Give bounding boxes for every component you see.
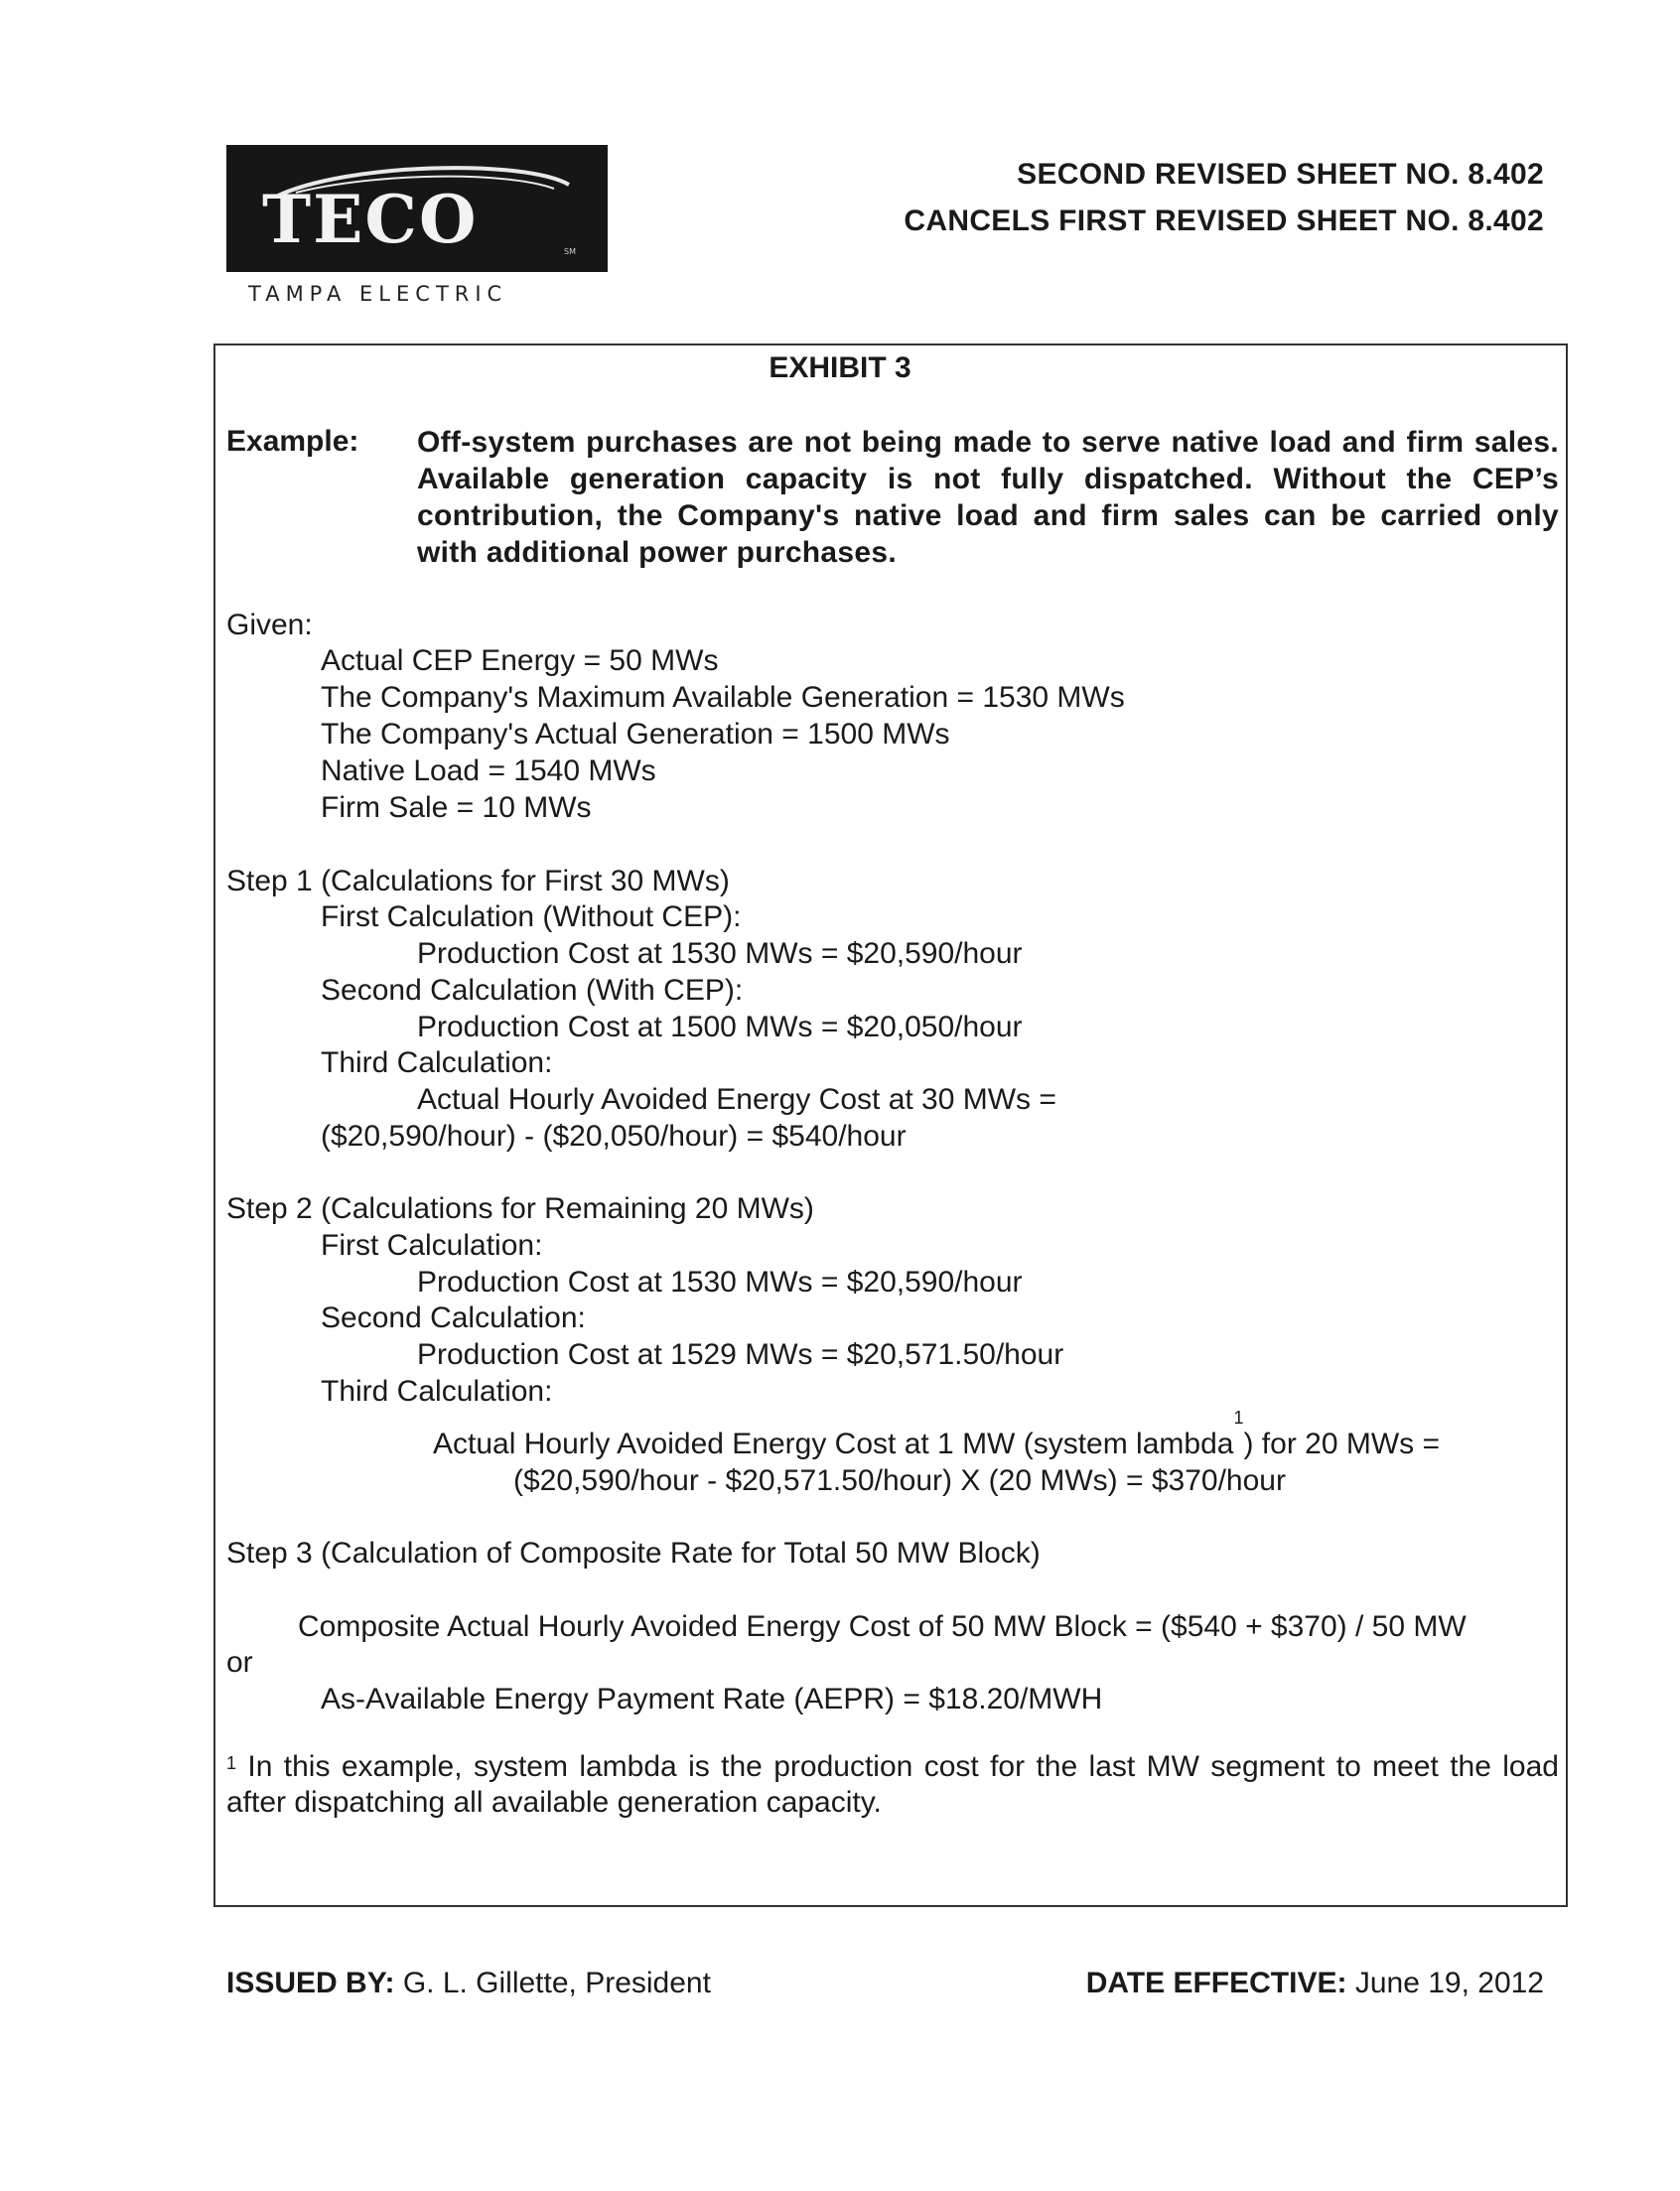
step2-third-value [433, 1408, 1441, 1465]
step2-first-label: First Calculation: [321, 1229, 543, 1262]
given-item: The Company's Maximum Available Generation = 1530 MWs [321, 681, 1125, 714]
given-label: Given: [226, 609, 313, 641]
step1-second-value: Production Cost at 1500 MWs = $20,050/hour [417, 1011, 1023, 1043]
example-label: Example: [226, 425, 359, 458]
step3-title: Step 3 (Calculation of Composite Rate for Total 50 MW Block) [226, 1537, 1041, 1570]
company-logo [226, 145, 608, 272]
footnote-marker: 1 [226, 1753, 237, 1773]
exhibit-title: EXHIBIT 3 [769, 351, 911, 384]
date-effective-value: June 19, 2012 [1354, 1967, 1544, 1999]
aepr-rate: As-Available Energy Payment Rate (AEPR) = $18.20/MWH [321, 1683, 1103, 1715]
footnote-ref: 1 [1233, 1408, 1244, 1428]
step1-third-label: Third Calculation: [321, 1046, 553, 1079]
date-effective [1086, 1966, 1544, 2001]
step2-third-value-a: Actual Hourly Avoided Energy Cost at 1 MW (system lambda [433, 1428, 1234, 1460]
issued-by [226, 1966, 711, 2001]
logo-subtitle: TAMPA ELECTRIC [248, 282, 508, 306]
sheet-number: SECOND REVISED SHEET NO. 8.402 [1017, 158, 1544, 191]
logo-wordmark: TECO [262, 181, 479, 258]
step2-second-label: Second Calculation: [321, 1301, 586, 1334]
step1-first-value: Production Cost at 1530 MWs = $20,590/hour [417, 937, 1023, 970]
step2-title: Step 2 (Calculations for Remaining 20 MWs) [226, 1192, 814, 1225]
issued-by-value: G. L. Gillette, President [402, 1967, 711, 1999]
given-item: Actual CEP Energy = 50 MWs [321, 644, 719, 677]
service-mark-icon: SM [564, 247, 576, 256]
example-text: Off-system purchases are not being made to serve native load and firm sales. Available generation capacity is not fully dispatched. Without the CEP’s contribution, the Company's native load and firm sales can be carried only with additional power purchases. [417, 426, 1559, 569]
step1-second-label: Second Calculation (With CEP): [321, 974, 744, 1007]
given-item: The Company's Actual Generation = 1500 MWs [321, 718, 950, 751]
given-item: Native Load = 1540 MWs [321, 754, 656, 787]
step1-third-value: Actual Hourly Avoided Energy Cost at 30 MWs = [417, 1083, 1056, 1116]
footnote [226, 1749, 1559, 1821]
step2-third-value-b: ) for 20 MWs = [1243, 1428, 1441, 1460]
step1-title: Step 1 (Calculations for First 30 MWs) [226, 865, 730, 897]
step1-first-label: First Calculation (Without CEP): [321, 900, 742, 933]
step2-second-value: Production Cost at 1529 MWs = $20,571.50/hour [417, 1338, 1064, 1371]
step1-third-result: ($20,590/hour) - ($20,050/hour) = $540/hour [321, 1120, 907, 1153]
issued-by-label: ISSUED BY: [226, 1967, 395, 1999]
footnote-text: In this example, system lambda is the production cost for the last MW segment to meet the load after dispatching all available generation capacity. [226, 1750, 1559, 1819]
or-label: or [226, 1646, 253, 1679]
teco-logo-mark [226, 145, 608, 272]
step2-third-result: ($20,590/hour - $20,571.50/hour) X (20 MWs) = $370/hour [513, 1464, 1286, 1497]
composite-cost: Composite Actual Hourly Avoided Energy Cost of 50 MW Block = ($540 + $370) / 50 MW [298, 1610, 1467, 1643]
step2-third-label: Third Calculation: [321, 1375, 553, 1408]
given-item: Firm Sale = 10 MWs [321, 791, 592, 824]
cancels-sheet-number: CANCELS FIRST REVISED SHEET NO. 8.402 [904, 205, 1544, 237]
date-effective-label: DATE EFFECTIVE: [1085, 1967, 1347, 1999]
step2-first-value: Production Cost at 1530 MWs = $20,590/hour [417, 1266, 1023, 1299]
